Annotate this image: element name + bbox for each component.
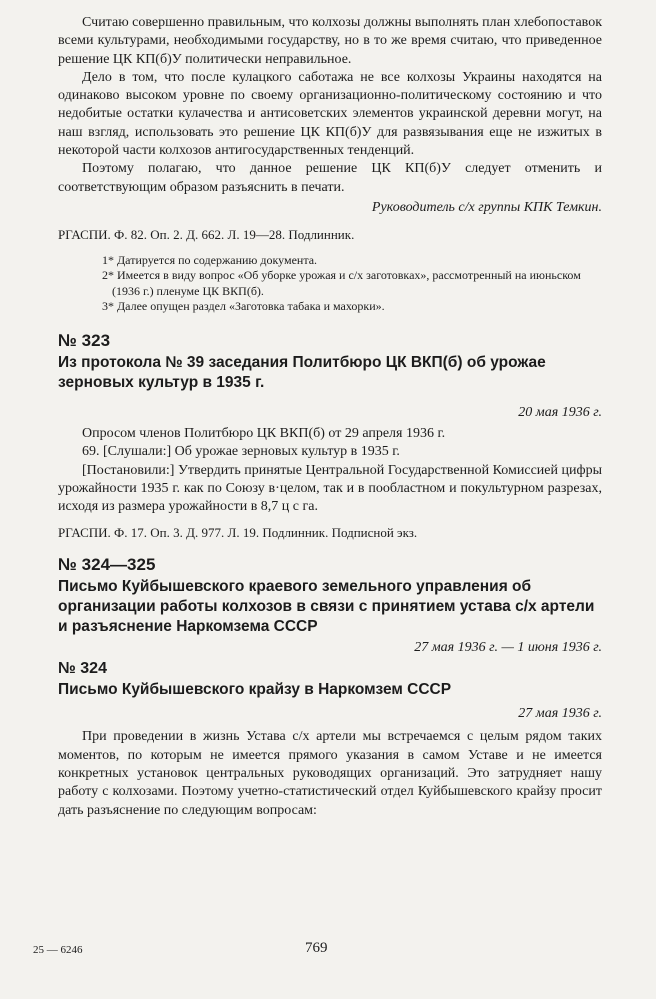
paragraph: 69. [Слушали:] Об урожае зерновых культур в 1935 г. (82, 444, 400, 460)
document-number: № 323 (58, 330, 111, 350)
paragraph: Опросом членов Политбюро ЦК ВКП(б) от 29 апреля 1936 г. (82, 425, 446, 441)
footnote: 1* Датируется по содержанию документа. (102, 252, 318, 267)
page-footer (33, 940, 623, 960)
document-page (58, 14, 602, 820)
document-title: Письмо Куйбышевского крайзу в Наркомзем СССР (58, 681, 452, 699)
document-title: Письмо Куйбышевского краевого земельного управления об организации работы колхозов в связи с принятием устава с/х артели и разъяснение Наркомзема СССР (58, 578, 595, 636)
document-number: № 324 (58, 660, 107, 678)
document-title: Из протокола № 39 заседания Политбюро ЦК ВКП(б) об урожае зерновых культур в 1935 г. (58, 353, 546, 391)
paragraph: Поэтому полагаю, что данное решение ЦК КП(б)У следует отменить и соответствующим образом разъяснить в печати. (58, 161, 602, 195)
archive-source: РГАСПИ. Ф. 82. Оп. 2. Д. 662. Л. 19—28. Подлинник. (58, 226, 355, 242)
signature: Руководитель с/х группы КПК Темкин. (371, 199, 602, 215)
archive-source: РГАСПИ. Ф. 17. Оп. 3. Д. 977. Л. 19. Подлинник. Подписной экз. (58, 525, 418, 541)
document-number: № 324—325 (58, 555, 156, 575)
document-date: 27 мая 1936 г. — 1 июня 1936 г. (414, 640, 602, 656)
paragraph: Дело в том, что после кулацкого саботажа не все колхозы Украины находятся на одинаково высоком уровне по своему организационно-политическому состоянию и что недобитые остатки кулачества и антисоветских элементов украинской деревни могут, на наш взгляд, использовать это решение ЦК КП(б)У для развязывания еще не изжитых в некоторой части колхозов антигосударственных тенденций. (58, 69, 602, 159)
paragraph: [Постановили:] Утвердить принятые Центральной Государственной Комиссией цифры урожайности 1935 г. как по Союзу в·целом, так и в пообластном и покультурном разрезах, исходя из размера урожайности в 8,7 ц с га. (58, 462, 602, 515)
page-number: 769 (305, 940, 328, 956)
footnote: 2* Имеется в виду вопрос «Об уборке урожая и с/х заготовках», рассмотренный на июньском (1936 г.) пленуме ЦК ВКП(б). (102, 268, 581, 298)
footnote: 3* Далее опущен раздел «Заготовка табака и махорки». (102, 299, 385, 314)
document-date: 27 мая 1936 г. (518, 706, 602, 722)
signature-code: 25 — 6246 (33, 944, 83, 956)
paragraph: При проведении в жизнь Устава с/х артели мы встречаемся с целым рядом таких моментов, по которым не имеется прямого указания в самом Уставе и не имеется конкретных установок центральных руководящих организаций. Это затрудняет нашу работу с колхозами. Поэтому учетно-статистический отдел Куйбышевского крайзу просит дать разъяснение по следующим вопросам: (58, 729, 602, 818)
paragraph: Считаю совершенно правильным, что колхозы должны выполнять план хлебопоставок всеми культурами, необходимыми государству, но в то же время считаю, что приведенное решение ЦК КП(б)У политически неправильное. (58, 15, 602, 67)
footnotes (102, 253, 602, 315)
document-date: 20 мая 1936 г. (518, 404, 602, 420)
